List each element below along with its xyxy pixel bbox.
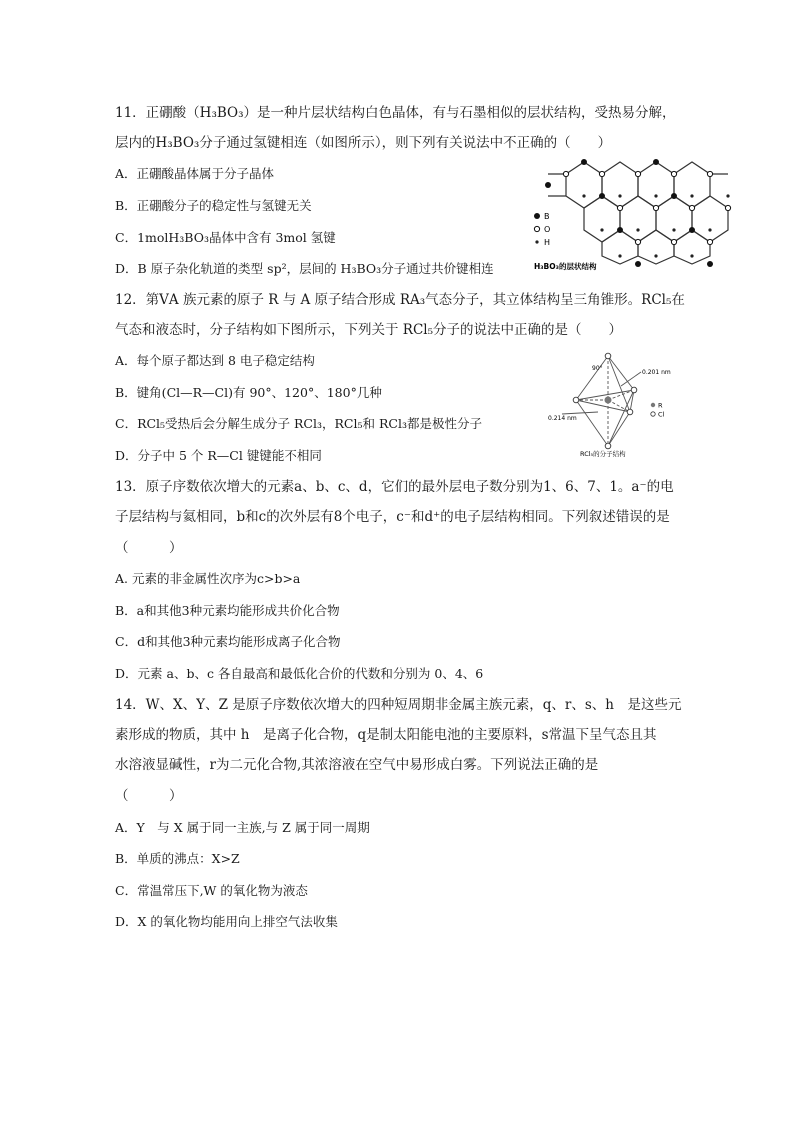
q13-option-b: B．a和其他3种元素均能形成共价化合物 — [115, 603, 340, 618]
svg-text:R: R — [658, 401, 663, 410]
q13-option-a: A. 元素的非金属性次序为c>b>a — [115, 571, 301, 586]
q11-option-b: B．正硼酸分子的稳定性与氢键无关 — [115, 198, 312, 213]
q13-option-c: C．d和其他3种元素均能形成离子化合物 — [115, 634, 341, 649]
q11-option-d: D．B 原子杂化轨道的类型 sp²，层间的 H₃BO₃分子通过共价键相连 — [115, 261, 494, 276]
q12-option-c: C．RCl₅受热后会分解生成分子 RCl₃，RCl₅和 RCl₃都是极性分子 — [115, 416, 482, 431]
q12-stem-line1: 12．第ⅤA 族元素的原子 R 与 A 原子结合形成 RA₃气态分子，其立体结构呈三角锥形。RCl₅在 — [115, 292, 685, 308]
h3bo3-legend — [534, 212, 550, 247]
svg-text:O: O — [544, 225, 551, 234]
bond-angle-label: 90° — [592, 365, 603, 372]
q12-option-d: D．分子中 5 个 R—Cl 键键能不相同 — [115, 448, 322, 463]
q12-stem-line2: 气态和液态时，分子结构如下图所示，下列关于 RCl₅分子的说法中正确的是（ ） — [115, 322, 623, 338]
svg-text:Cl: Cl — [658, 410, 665, 419]
q14-answer-blank: （ ） — [115, 788, 183, 804]
svg-text:H: H — [544, 238, 551, 247]
rcl5-caption: RCl₅的分子结构 — [580, 450, 626, 458]
h3bo3-caption: H₃BO₃的层状结构 — [534, 262, 597, 271]
q14-stem-line1: 14．W、X、Y、Z 是原子序数依次增大的四种短周期非金属主族元素，q、r、s、h 是这些元 — [115, 697, 682, 713]
q14-option-b: B．单质的沸点：X>Z — [115, 851, 240, 866]
rcl5-legend — [651, 402, 665, 419]
q12-option-a: A．每个原子都达到 8 电子稳定结构 — [115, 353, 315, 368]
boron-atoms — [545, 159, 713, 267]
r-atom — [605, 397, 612, 404]
q13-stem-line2: 子层结构与氦相同，b和c的次外层有8个电子，c⁻和d⁺的电子层结构相同。下列叙述错误的是 — [115, 509, 670, 525]
q11-stem-line2: 层内的H₃BO₃分子通过氢键相连（如图所示），则下列有关说法中不正确的（ ） — [115, 135, 612, 151]
h3bo3-structure-figure — [528, 152, 740, 276]
q11-option-a: A．正硼酸晶体属于分子晶体 — [115, 166, 275, 181]
q14-stem-line3: 水溶液显碱性，r为二元化合物,其浓溶液在空气中易形成白雾。下列说法正确的是 — [115, 757, 599, 773]
q13-answer-blank: （ ） — [115, 540, 183, 556]
q12-option-b: B．键角(Cl—R—Cl)有 90°、120°、180°几种 — [115, 385, 382, 400]
hexagon-network — [548, 162, 728, 264]
q14-option-a: A．Y 与 X 属于同一主族,与 Z 属于同一周期 — [115, 820, 370, 835]
q13-stem-line1: 13．原子序数依次增大的元素a、b、c、d，它们的最外层电子数分别为1、6、7、1。a⁻的电 — [115, 479, 674, 495]
q14-stem-line2: 素形成的物质，其中 h 是离子化合物，q是制太阳能电池的主要原料，s常温下呈气态且其 — [115, 727, 657, 743]
q11-option-c: C．1molH₃BO₃晶体中含有 3mol 氢键 — [115, 230, 336, 245]
svg-text:B: B — [544, 212, 550, 221]
rcl5-structure-figure — [546, 352, 696, 460]
q14-option-d: D．X 的氧化物均能用向上排空气法收集 — [115, 914, 338, 929]
q11-stem-line1: 11．正硼酸（H₃BO₃）是一种片层状结构白色晶体，有与石墨相似的层状结构，受热易分解， — [115, 105, 676, 121]
bond-length-long: 0.214 nm — [548, 415, 577, 422]
q13-option-d: D．元素 a、b、c 各自最高和最低化合价的代数和分别为 0、4、6 — [115, 666, 484, 681]
q14-option-c: C．常温常压下,W 的氧化物为液态 — [115, 883, 308, 898]
bond-length-short: 0.201 nm — [642, 369, 671, 376]
